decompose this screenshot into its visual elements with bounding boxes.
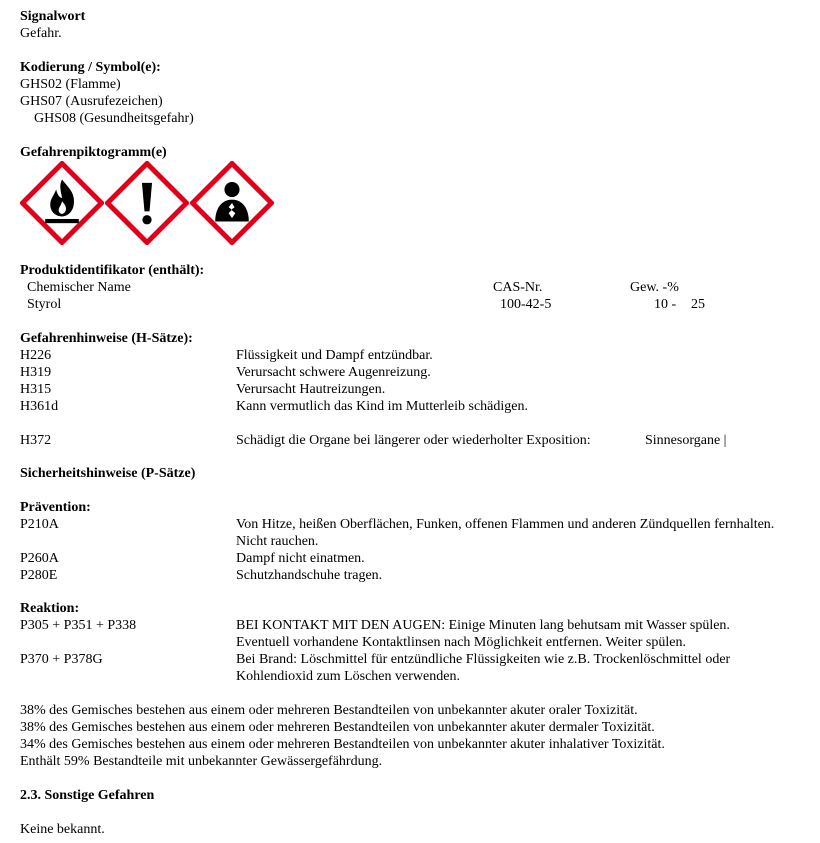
reaction-heading: Reaktion:: [20, 601, 80, 616]
coding-item-ghs07: GHS07 (Ausrufezeichen): [20, 94, 163, 109]
precaution-text: Eventuell vorhandene Kontaktlinsen nach Möglichkeit entfernen. Weiter spülen.: [236, 635, 686, 650]
hazard-target-organs: Sinnesorgane |: [645, 433, 727, 448]
precaution-text: Nicht rauchen.: [236, 534, 319, 549]
product-col-weight: Gew. -%: [630, 280, 679, 295]
hazard-code: H319: [20, 365, 52, 380]
hazard-text: Flüssigkeit und Dampf entzündbar.: [236, 348, 433, 363]
pictograms-heading: Gefahrenpiktogramm(e): [20, 145, 167, 160]
precaution-code: P370 + P378G: [20, 652, 103, 667]
other-hazards-text: Keine bekannt.: [20, 822, 105, 837]
hazard-heading: Gefahrenhinweise (H-Sätze):: [20, 331, 193, 346]
product-row-weight-from: 10 -: [654, 297, 677, 312]
hazard-text: Schädigt die Organe bei längerer oder wiederholter Exposition:: [236, 433, 591, 448]
precaution-heading: Sicherheitshinweise (P-Sätze): [20, 466, 196, 481]
toxicity-note: 34% des Gemisches bestehen aus einem oder mehreren Bestandteilen von unbekannter akuter inhalativer Toxizität.: [20, 737, 665, 752]
product-col-cas: CAS-Nr.: [493, 280, 543, 295]
product-row-weight-to: 25: [691, 297, 705, 312]
precaution-text: Kohlendioxid zum Löschen verwenden.: [236, 669, 460, 684]
hazard-text: Verursacht Hautreizungen.: [236, 382, 386, 397]
signal-word-heading: Signalwort: [20, 9, 86, 24]
signal-word-value: Gefahr.: [20, 26, 62, 41]
product-heading: Produktidentifikator (enthält):: [20, 263, 205, 278]
hazard-code: H372: [20, 433, 52, 448]
hazard-code: H315: [20, 382, 52, 397]
hazard-code: H361d: [20, 399, 59, 414]
health-hazard-icon: [190, 161, 274, 245]
product-row-cas: 100-42-5: [500, 297, 552, 312]
precaution-text: Bei Brand: Löschmittel für entzündliche Flüssigkeiten wie z.B. Trockenlöschmittel oder: [236, 652, 731, 667]
precaution-code: P305 + P351 + P338: [20, 618, 137, 633]
toxicity-note: 38% des Gemisches bestehen aus einem oder mehreren Bestandteilen von unbekannter akuter oraler Toxizität.: [20, 703, 638, 718]
precaution-code: P260A: [20, 551, 59, 566]
prevention-heading: Prävention:: [20, 500, 91, 515]
hazard-text: Verursacht schwere Augenreizung.: [236, 365, 431, 380]
exclamation-mark-icon: [105, 161, 189, 245]
precaution-text: Dampf nicht einatmen.: [236, 551, 365, 566]
coding-item-ghs08: GHS08 (Gesundheitsgefahr): [34, 111, 194, 126]
coding-heading: Kodierung / Symbol(e):: [20, 60, 161, 75]
hazard-text: Kann vermutlich das Kind im Mutterleib schädigen.: [236, 399, 528, 414]
other-hazards-heading: 2.3. Sonstige Gefahren: [20, 788, 155, 803]
toxicity-note: 38% des Gemisches bestehen aus einem oder mehreren Bestandteilen von unbekannter akuter dermaler Toxizität.: [20, 720, 655, 735]
hazard-code: H226: [20, 348, 52, 363]
precaution-text: Schutzhandschuhe tragen.: [236, 568, 383, 583]
toxicity-note: Enthält 59% Bestandteile mit unbekannter Gewässergefährdung.: [20, 754, 383, 769]
precaution-text: BEI KONTAKT MIT DEN AUGEN: Einige Minuten lang behutsam mit Wasser spülen.: [236, 618, 730, 633]
precaution-code: P280E: [20, 568, 58, 583]
product-col-name: Chemischer Name: [27, 280, 131, 295]
precaution-code: P210A: [20, 517, 59, 532]
product-row-name: Styrol: [27, 297, 62, 312]
flame-icon: [20, 161, 104, 245]
precaution-text: Von Hitze, heißen Oberflächen, Funken, offenen Flammen und anderen Zündquellen fernhalten.: [236, 517, 775, 532]
coding-item-ghs02: GHS02 (Flamme): [20, 77, 121, 92]
